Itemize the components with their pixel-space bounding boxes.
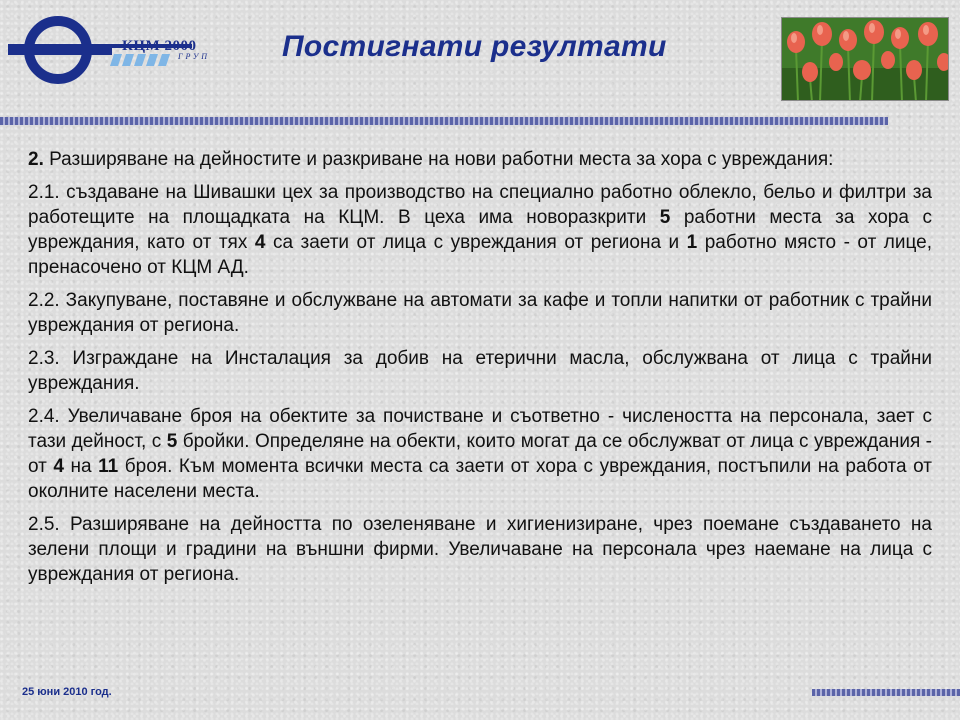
results-content xyxy=(28,147,932,595)
tulips-photo xyxy=(781,17,949,101)
item-2-4-text-a: 2.4. Увеличаване броя на обектите за почистване и съответно - числеността на персонала, зает с тази дейност, с xyxy=(28,406,932,452)
company-logo xyxy=(8,14,211,84)
item-2-4-number-2: 4 xyxy=(53,456,64,477)
tulip-image xyxy=(782,18,949,101)
page-title: Постигнати резултати xyxy=(282,30,667,63)
item-2-4-number-1: 5 xyxy=(166,431,178,452)
item-2-1 xyxy=(28,180,932,280)
item-2-1-text-d: работно място - от лице, пренасочено от КЦМ АД. xyxy=(28,232,932,278)
item-2-1-number-1: 5 xyxy=(659,207,671,228)
item-2-1-text-b: работни места за хора с увреждания, като от тях xyxy=(28,207,932,253)
item-2-1-number-3: 1 xyxy=(686,232,698,253)
logo-subtitle: ГРУП xyxy=(178,52,211,61)
item-2-4-text-d: броя. Към момента всички места са заети от хора с увреждания, постъпили на работа от околните населени места. xyxy=(28,456,932,502)
item-2-4-number-3: 11 xyxy=(98,456,119,477)
item-2-4-text-b: бройки. Определяне на обекти, които могат да се обслужват от лица с увреждания - от xyxy=(28,431,932,477)
footer-divider xyxy=(812,689,960,696)
header-divider xyxy=(0,117,888,125)
item-2-4 xyxy=(28,404,932,504)
item-2-5: 2.5. Разширяване на дейността по озеленяване и хигиенизиране, чрез поемане създаването на зелени площи и градини на външни фирми. Увеличаване на персонала чрез наемане на лица с увреждания от региона. xyxy=(28,514,932,585)
section-number: 2. xyxy=(28,149,44,170)
item-2-4-text-c: на xyxy=(63,456,99,477)
section-2-heading xyxy=(28,147,932,172)
section-2-text: Разширяване на дейностите и разкриване на нови работни места за хора с увреждания: xyxy=(43,149,834,170)
item-2-2: 2.2. Закупуване, поставяне и обслужване на автомати за кафе и топли напитки от работник с трайни увреждания от региона. xyxy=(28,290,932,336)
item-2-1-text-a: 2.1. създаване на Шивашки цех за производство на специално работно облекло, бельо и филтри за работещите на площадката на КЦМ. В цеха има новоразкрити xyxy=(28,182,932,228)
item-2-3: 2.3. Изграждане на Инсталация за добив на етерични масла, обслужвана от лица с трайни увреждания. xyxy=(28,348,932,394)
logo-wordmark: КЦМ 2000 xyxy=(122,38,197,54)
item-2-1-text-c: са заети от лица с увреждания от региона и xyxy=(265,232,687,253)
footer-date: 25 юни 2010 год. xyxy=(22,686,112,698)
item-2-1-number-2: 4 xyxy=(254,232,266,253)
